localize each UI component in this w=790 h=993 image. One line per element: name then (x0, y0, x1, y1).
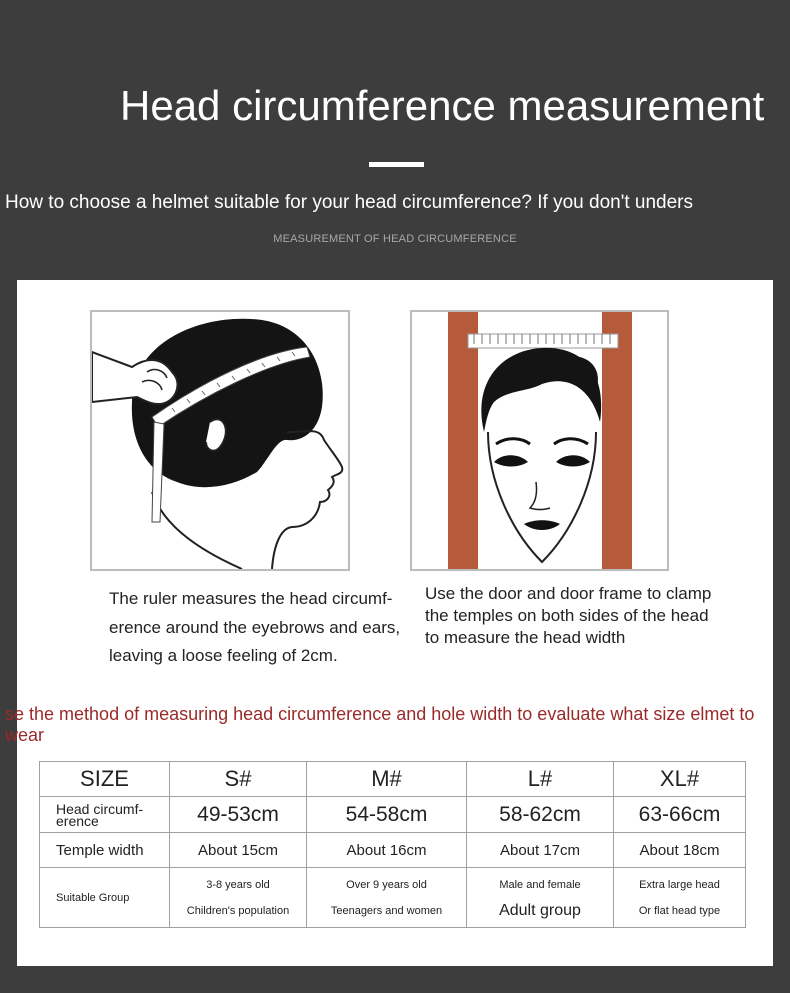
header-cell: M# (307, 762, 467, 797)
table-cell (467, 868, 614, 928)
size-table (39, 761, 746, 928)
table-row (40, 868, 746, 928)
table-cell: About 16cm (307, 833, 467, 868)
table-cell: About 18cm (614, 833, 746, 868)
table-cell: 54-58cm (307, 797, 467, 833)
right-caption: Use the door and door frame to clamp the temples on both sides of the head to measure the head width (425, 584, 712, 647)
cell-line: Male and female (499, 878, 581, 891)
title-divider (369, 162, 424, 167)
header-cell: L# (467, 762, 614, 797)
cell-line: Adult group (499, 901, 581, 919)
cell-line: Over 9 years old (346, 878, 427, 891)
table-cell (170, 868, 307, 928)
cell-line: Extra large head (639, 878, 720, 891)
header-cell: SIZE (40, 762, 170, 797)
table-row (40, 797, 746, 833)
cell-line: Children's population (186, 904, 290, 917)
table-cell: 49-53cm (170, 797, 307, 833)
table-cell: 63-66cm (614, 797, 746, 833)
row-label: Temple width (40, 833, 170, 868)
head-profile-tape-measure-illustration (90, 310, 350, 571)
row-label: Suitable Group (40, 868, 170, 928)
table-cell: About 17cm (467, 833, 614, 868)
table-cell: 58-62cm (467, 797, 614, 833)
table-cell (614, 868, 746, 928)
content-card (5, 280, 773, 966)
row-label: Head circumf-erence (40, 797, 170, 833)
cell-line: 3-8 years old (206, 878, 270, 891)
table-cell: About 15cm (170, 833, 307, 868)
header-cell: XL# (614, 762, 746, 797)
section-caps-label: MEASUREMENT OF HEAD CIRCUMFERENCE (273, 233, 517, 245)
measurement-note: se the method of measuring head circumference and hole width to evaluate what size elmet to wear (5, 704, 755, 745)
intro-text: How to choose a helmet suitable for your head circumference? If you don't unders (5, 192, 694, 213)
cell-line: Or flat head type (638, 904, 721, 917)
table-cell (307, 868, 467, 928)
cell-line: Teenagers and women (330, 904, 443, 917)
table-row (40, 833, 746, 868)
table-header-row (40, 762, 746, 797)
page-title: Head circumference measurement (120, 82, 765, 129)
left-caption: The ruler measures the head circumf-erence around the eyebrows and ears, leaving a loose feeling of 2cm. (109, 589, 401, 665)
face-door-frame-illustration (410, 310, 669, 571)
header-cell: S# (170, 762, 307, 797)
